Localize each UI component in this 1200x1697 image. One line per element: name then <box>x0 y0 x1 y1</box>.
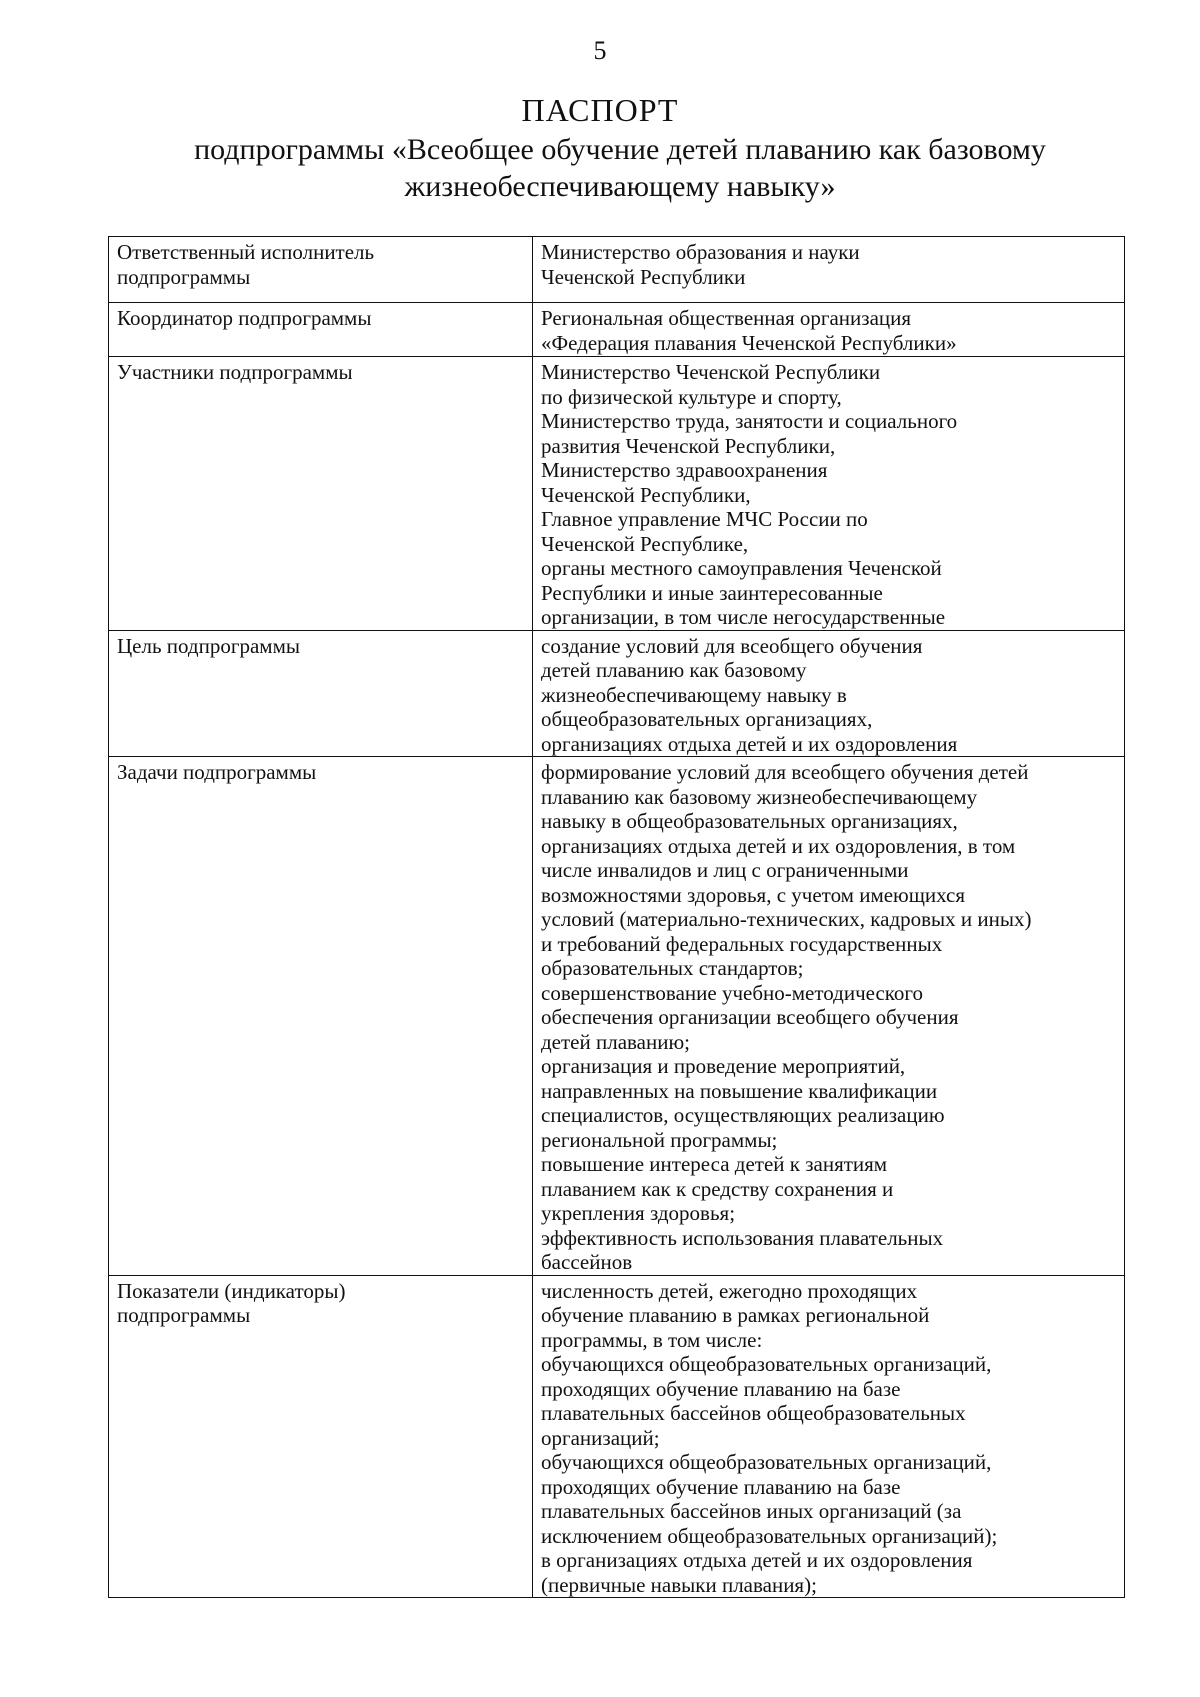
row-label-cell <box>109 237 533 303</box>
row-label-cell <box>109 357 533 631</box>
row-value-line: региональной программы; <box>541 1127 778 1152</box>
row-value-line: организации, в том числе негосударственные <box>541 605 946 629</box>
row-value-line: обучение плаванию в рамках региональной <box>541 1303 930 1327</box>
row-value-line: детей плаванию; <box>541 1029 690 1054</box>
row-value-line: Главное управление МЧС России по <box>541 507 868 531</box>
document-title: ПАСПОРТ <box>521 92 679 128</box>
row-value-line: плавательных бассейнов иных организаций (за <box>541 1499 962 1523</box>
row-value-line: детей плаванию как базовому <box>541 658 807 682</box>
row-value-line: Министерство здравоохранения <box>541 458 828 482</box>
row-value-line: эффективность использования плавательных <box>541 1225 944 1250</box>
row-value-line: проходящих обучение плаванию на базе <box>541 1376 901 1401</box>
row-label-cell <box>109 757 533 1276</box>
row-value-line: жизнеобеспечивающему навыку в <box>541 682 847 707</box>
row-value-line: Чеченской Республике, <box>541 531 749 556</box>
page-number: 5 <box>593 36 607 65</box>
row-label-cell <box>109 1275 533 1598</box>
row-value-line: общеобразовательных организациях, <box>541 707 873 731</box>
row-label-line: Участники подпрограммы <box>117 360 353 384</box>
row-value-line: плавательных бассейнов общеобразовательных <box>541 1401 966 1425</box>
passport-table <box>108 236 1125 1598</box>
row-label-line: подпрограммы <box>117 264 251 289</box>
row-value-line: Республики и иные заинтересованные <box>541 580 883 605</box>
row-value-line: совершенствование учебно-методического <box>541 980 924 1005</box>
row-value-line: условий (материально-технических, кадровых и иных) <box>541 907 1032 931</box>
passport-table-body <box>109 237 1125 1598</box>
row-value-line: организаций; <box>541 1425 660 1450</box>
row-value-line: организация и проведение мероприятий, <box>541 1054 906 1078</box>
row-value-line: Чеченской Республики, <box>541 482 751 507</box>
row-label-line: Задачи подпрограммы <box>117 760 317 784</box>
row-value-line: по физической культуре и спорту, <box>541 384 842 409</box>
row-value-line: числе инвалидов и лиц с ограниченными <box>541 858 909 882</box>
row-value-line: создание условий для всеобщего обучения <box>541 633 923 658</box>
row-value-line: направленных на повышение квалификации <box>541 1078 938 1103</box>
row-value-line: плаванию как базовому жизнеобеспечивающему <box>541 784 978 809</box>
row-value-line: (первичные навыки плавания); <box>541 1572 817 1597</box>
row-value-cell <box>533 237 1125 303</box>
row-value-line: навыку в общеобразовательных организациях, <box>541 809 958 833</box>
row-value-line: обучающихся общеобразовательных организаций, <box>541 1352 992 1376</box>
row-value-cell <box>533 757 1125 1276</box>
table-row <box>109 237 1125 303</box>
row-value-line: повышение интереса детей к занятиям <box>541 1152 888 1176</box>
row-value-line: и требований федеральных государственных <box>541 931 943 956</box>
document-subtitle <box>170 131 1070 205</box>
row-value-line: развития Чеченской Республики, <box>541 433 836 458</box>
row-value-line: численность детей, ежегодно проходящих <box>541 1278 918 1303</box>
row-label-line: Координатор подпрограммы <box>117 306 372 330</box>
row-value-line: исключением общеобразовательных организаций); <box>541 1523 998 1548</box>
row-value-line: в организациях отдыха детей и их оздоровления <box>541 1548 973 1572</box>
table-row <box>109 630 1125 757</box>
table-row <box>109 1275 1125 1598</box>
row-label-cell <box>109 303 533 357</box>
row-value-line: проходящих обучение плаванию на базе <box>541 1474 901 1499</box>
row-value-line: формирование условий для всеобщего обучения детей <box>541 760 1029 784</box>
subtitle-line: подпрограммы «Всеобщее обучение детей плаванию как базовому <box>194 133 1046 166</box>
row-label-line: Показатели (индикаторы) <box>117 1278 346 1303</box>
row-value-line: организациях отдыха детей и их оздоровления <box>541 731 958 756</box>
row-value-line: «Федерация плавания Чеченской Республики» <box>541 330 957 355</box>
row-value-line: специалистов, осуществляющих реализацию <box>541 1103 945 1127</box>
row-value-cell <box>533 357 1125 631</box>
row-value-line: органы местного самоуправления Чеченской <box>541 556 942 580</box>
row-label-cell <box>109 630 533 757</box>
row-value-line: бассейнов <box>541 1250 633 1274</box>
row-value-line: плаванием как к средству сохранения и <box>541 1176 894 1201</box>
row-value-line: образовательных стандартов; <box>541 956 804 980</box>
row-value-line: организациях отдыха детей и их оздоровления, в том <box>541 833 1016 858</box>
row-value-line: обучающихся общеобразовательных организаций, <box>541 1450 992 1474</box>
row-value-line: возможностями здоровья, с учетом имеющихся <box>541 882 966 907</box>
table-row <box>109 757 1125 1276</box>
row-value-cell <box>533 1275 1125 1598</box>
row-value-line: Министерство образования и науки <box>541 240 860 264</box>
row-value-cell <box>533 630 1125 757</box>
subtitle-line: жизнеобеспечивающему навыку» <box>404 170 836 203</box>
row-label-line: подпрограммы <box>117 1303 251 1327</box>
row-value-line: обеспечения организации всеобщего обучения <box>541 1005 959 1029</box>
row-label-line: Цель подпрограммы <box>117 633 300 658</box>
row-value-line: Чеченской Республики <box>541 264 746 289</box>
row-value-line: Министерство труда, занятости и социального <box>541 409 958 433</box>
table-row <box>109 357 1125 631</box>
row-value-line: программы, в том числе: <box>541 1327 763 1352</box>
row-value-cell <box>533 303 1125 357</box>
row-value-line: укрепления здоровья; <box>541 1201 736 1225</box>
row-value-line: Министерство Чеченской Республики <box>541 360 881 384</box>
row-label-line: Ответственный исполнитель <box>117 240 375 264</box>
table-row <box>109 303 1125 357</box>
row-value-line: Региональная общественная организация <box>541 306 912 330</box>
